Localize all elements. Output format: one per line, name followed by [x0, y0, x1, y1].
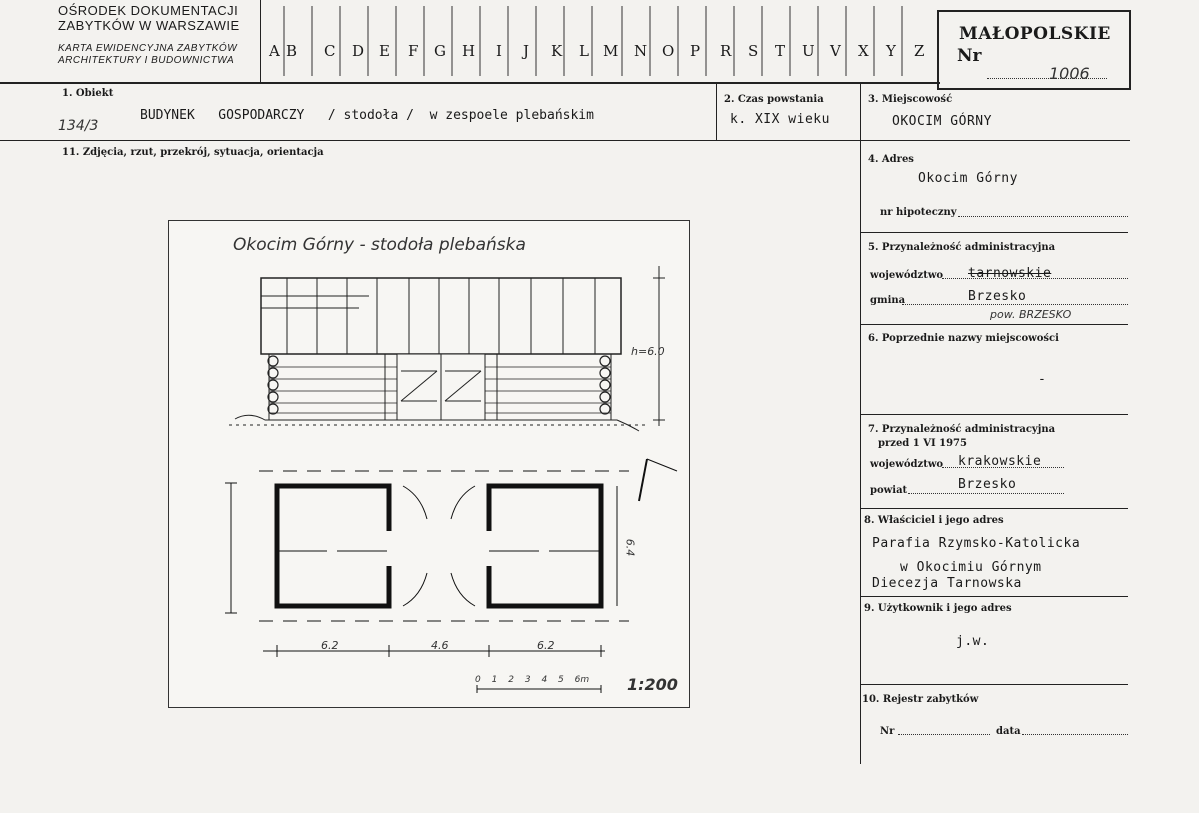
- side-label: 6.4: [623, 538, 637, 557]
- uzytkownik-label: 9. Użytkownik i jego adres: [864, 603, 1012, 614]
- letter-row: [262, 0, 937, 82]
- drawing-title: Okocim Górny - stodoła plebańska: [233, 235, 526, 255]
- czas-value: k. XIX wieku: [730, 112, 830, 127]
- card-title: [58, 43, 237, 67]
- letter-m: M: [603, 42, 619, 60]
- letter-g: G: [434, 42, 446, 60]
- letter-u: U: [802, 42, 815, 60]
- letter-v: V: [830, 42, 841, 60]
- nr-value: 1006: [1049, 64, 1090, 83]
- scale-tick-0: 0: [475, 675, 481, 685]
- zdjecia-label: 11. Zdjęcia, rzut, przekrój, sytuacja, orientacja: [62, 147, 324, 158]
- org-line1: OŚRODEK DOKUMENTACJI: [58, 3, 239, 18]
- letter-separators: [262, 0, 937, 82]
- admin75-woj-value: krakowskie: [958, 454, 1042, 469]
- letter-p: P: [690, 42, 701, 60]
- admin75-label: 7. Przynależność administracyjna: [868, 424, 1056, 435]
- scale-tick-5: 5: [558, 675, 564, 685]
- adres-label: 4. Adres: [868, 154, 914, 165]
- org-line2: ZABYTKÓW W WARSZAWIE: [58, 18, 240, 33]
- dim-3: 6.2: [537, 639, 555, 652]
- letter-o: O: [662, 42, 675, 60]
- miejscowosc-label: 3. Miejscowość: [868, 94, 953, 105]
- scale-label: 1:200: [627, 675, 678, 694]
- rejestr-nr-label: Nr: [880, 726, 895, 737]
- rejestr-label: 10. Rejestr zabytków: [862, 694, 979, 705]
- admin75-powiat-label: powiat: [870, 485, 908, 496]
- letter-y: Y: [886, 42, 896, 60]
- adres-value: Okocim Górny: [918, 171, 1018, 186]
- admin-gmina-label: gmina: [870, 295, 906, 306]
- admin75-woj-label: województwo: [870, 459, 944, 470]
- letter-l: L: [579, 42, 589, 60]
- dim-2: 4.6: [431, 639, 449, 652]
- letter-i: I: [496, 42, 502, 60]
- wlasciciel-label: 8. Właściciel i jego adres: [864, 515, 1004, 526]
- letter-c: C: [324, 42, 336, 60]
- scale-tick-3: 3: [524, 675, 531, 685]
- letter-k: K: [551, 42, 563, 60]
- scale-tick-2: 2: [508, 675, 514, 685]
- letter-b: B: [286, 42, 298, 60]
- card-line2: ARCHITEKTURY I BUDOWNICTWA: [58, 55, 235, 66]
- admin-handnote: pow. BRZESKO: [990, 308, 1072, 321]
- wlasciciel-line3: Diecezja Tarnowska: [872, 576, 1022, 591]
- uzytkownik-value: j.w.: [956, 634, 990, 649]
- admin-woj-value: tarnowskie: [968, 266, 1052, 281]
- scale-tick-4: 4: [541, 675, 548, 685]
- region-box: [937, 10, 1131, 90]
- czas-label: 2. Czas powstania: [724, 94, 824, 105]
- barn-drawing: [169, 221, 689, 707]
- miejscowosc-value: OKOCIM GÓRNY: [892, 114, 992, 129]
- card-line1: KARTA EWIDENCYJNA ZABYTKÓW: [58, 43, 238, 54]
- letter-e: E: [379, 42, 390, 60]
- letter-j: J: [523, 42, 530, 60]
- dim-1: 6.2: [321, 639, 339, 652]
- letter-r: R: [720, 42, 732, 60]
- admin75-powiat-value: Brzesko: [958, 477, 1017, 492]
- letter-n: N: [634, 42, 648, 60]
- poprzednie-value: -: [1038, 372, 1047, 387]
- letter-z: Z: [914, 42, 925, 60]
- poprzednie-label: 6. Poprzednie nazwy miejscowości: [868, 333, 1059, 344]
- admin-label: 5. Przynależność administracyjna: [868, 242, 1056, 253]
- letter-s: S: [748, 42, 759, 60]
- nr-label: Nr: [957, 46, 982, 66]
- letter-t: T: [775, 42, 786, 60]
- letter-a: A: [269, 42, 280, 60]
- obiekt-handnote: 134/3: [58, 118, 99, 134]
- obiekt-text: BUDYNEK GOSPODARCZY / stodoła / w zespoele plebańskim: [140, 108, 594, 123]
- obiekt-label: 1. Obiekt: [62, 88, 114, 99]
- letter-d: D: [352, 42, 365, 60]
- org-name: [58, 3, 240, 33]
- wlasciciel-line1: Parafia Rzymsko-Katolicka: [872, 536, 1081, 551]
- letter-x: X: [858, 42, 869, 60]
- scale-tick-6: 6m: [574, 675, 590, 685]
- admin-woj-label: województwo: [870, 270, 944, 281]
- letter-f: F: [408, 42, 419, 60]
- wlasciciel-line2: w Okocimiu Górnym: [900, 560, 1042, 575]
- letter-h: H: [462, 42, 476, 60]
- scale-ticks: [475, 675, 589, 685]
- scale-tick-1: 1: [491, 675, 498, 685]
- drawing-sheet: [168, 220, 690, 708]
- region-name: MAŁOPOLSKIE: [959, 24, 1111, 44]
- admin75-sub: przed 1 VI 1975: [878, 438, 967, 449]
- rejestr-data-label: data: [996, 726, 1021, 737]
- hipoteczny-label: nr hipoteczny: [880, 207, 957, 218]
- admin-gmina-value: Brzesko: [968, 289, 1027, 304]
- height-label: h=6.0: [631, 345, 665, 358]
